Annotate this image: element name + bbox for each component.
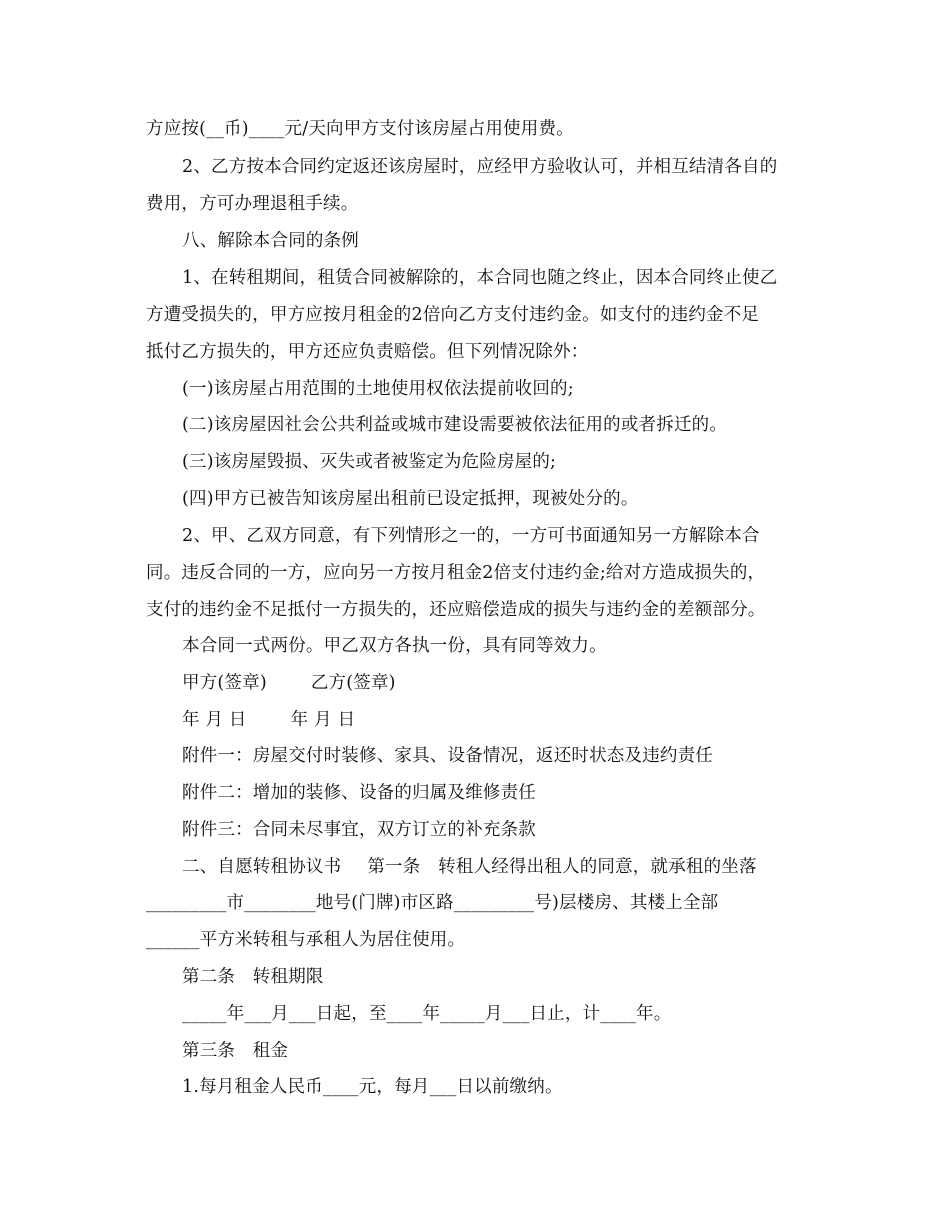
party-a-signature: 甲方(签章) xyxy=(182,673,267,693)
section2-line xyxy=(182,855,862,879)
signature-line xyxy=(182,671,862,695)
paragraph-line: 费用，方可办理退租手续。 xyxy=(146,194,359,214)
paragraph-line: 同。违反合同的一方，应向另一方按月租金2倍支付违约金;给对方造成损失的， xyxy=(146,563,766,583)
paragraph-line: 方遭受损失的，甲方应按月租金的2倍向乙方支付违约金。如支付的违约金不足 xyxy=(146,305,760,325)
section-heading: 八、解除本合同的条例 xyxy=(182,231,359,251)
list-item: (二)该房屋因社会公共利益或城市建设需要被依法征用的或者拆迁的。 xyxy=(182,415,728,435)
list-item: (四)甲方已被告知该房屋出租前已设定抵押，现被处分的。 xyxy=(182,489,639,509)
date-line xyxy=(182,708,862,732)
paragraph-line: 方应按(__币)____元/天向甲方支付该房屋占用使用费。 xyxy=(146,119,574,139)
attachment-item: 附件二：增加的装修、设备的归属及维修责任 xyxy=(182,783,536,803)
paragraph-line: 支付的违约金不足抵付一方损失的，还应赔偿造成的损失与违约金的差额部分。 xyxy=(146,600,766,620)
article3-title: 第三条 租金 xyxy=(182,1041,289,1061)
attachment-item: 附件三：合同未尽事宜，双方订立的补充条款 xyxy=(182,820,536,840)
article2-text: _____年___月___日起，至____年_____月___日止，计____年。 xyxy=(182,1004,672,1024)
paragraph-line: 抵付乙方损失的，甲方还应负责赔偿。但下列情况除外： xyxy=(146,342,589,362)
article1-text: 第一条 转租人经得出租人的同意，就承租的坐落 xyxy=(367,857,757,877)
article1-line: _________市________地号(门牌)市区路_________号)层楼房、其楼上全部 xyxy=(146,893,719,913)
article3-item: 1.每月租金人民币____元，每月___日以前缴纳。 xyxy=(182,1077,563,1097)
list-item: (三)该房屋毁损、灭失或者被鉴定为危险房屋的; xyxy=(182,452,557,472)
list-item: (一)该房屋占用范围的土地使用权依法提前收回的; xyxy=(182,379,574,399)
section2-title: 二、自愿转租协议书 xyxy=(182,857,342,877)
attachment-item: 附件一：房屋交付时装修、家具、设备情况，返还时状态及违约责任 xyxy=(182,746,713,766)
paragraph-line: 2、甲、乙双方同意，有下列情形之一的，一方可书面通知另一方解除本合 xyxy=(182,526,760,546)
article1-line: ______平方米转租与承租人为居住使用。 xyxy=(146,930,466,950)
paragraph-line: 1、在转租期间，租赁合同被解除的，本合同也随之终止，因本合同终止使乙 xyxy=(182,268,778,288)
article2-title: 第二条 转租期限 xyxy=(182,967,324,987)
paragraph-line: 本合同一式两份。甲乙双方各执一份，具有同等效力。 xyxy=(182,636,607,656)
party-b-signature: 乙方(签章) xyxy=(310,673,396,693)
party-a-date: 年 月 日 xyxy=(182,710,247,730)
paragraph-line: 2、乙方按本合同约定返还该房屋时，应经甲方验收认可，并相互结清各自的 xyxy=(182,157,778,177)
party-b-date: 年 月 日 xyxy=(290,710,356,730)
